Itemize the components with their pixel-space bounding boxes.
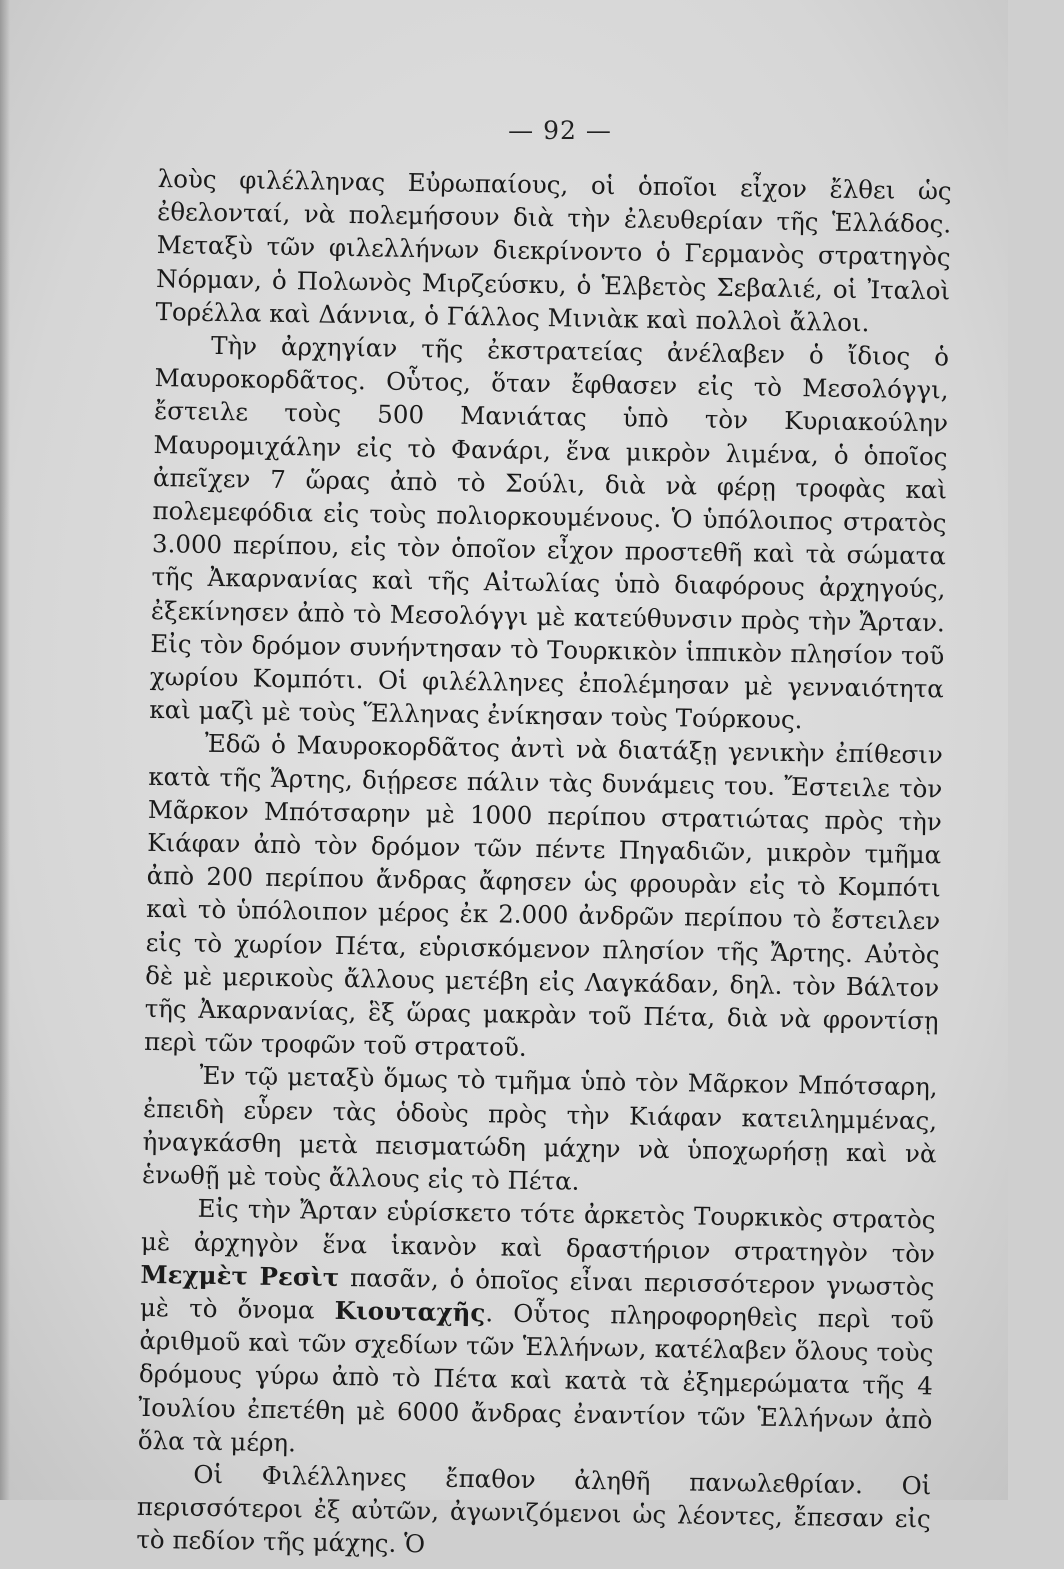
paragraph-6: Οἱ Φιλέλληνες ἔπαθον ἀληθῆ πανωλεθρίαν. Οἱ περισσότεροι ἐξ αὐτῶν, ἀγωνιζόμενοι ὡς λέοντες, ἔπεσαν εἰς τὸ πεδίον τῆς μάχης. Ὁ — [136, 1459, 932, 1559]
body-text — [136, 162, 952, 1569]
paragraph-1: λοὺς φιλέλληνας Εὐρωπαίους, οἱ ὁποῖοι εἶχον ἔλθει ὡς ἐθελονταί, νὰ πολεμήσουν διὰ τὴν ἐλευθερίαν τῆς Ἑλλάδος. Μεταξὺ τῶν φιλελλήνων διεκρίνοντο ὁ Γερμανὸς στρατηγὸς Νόρμαν, ὁ Πολωνὸς Μιρζεύσκυ, ὁ Ἑλβετὸς Σεβαλιέ, οἱ Ἰταλοὶ Τορέλλα καὶ Δάννια, ὁ Γάλλος Μινιὰκ καὶ πολλοὶ ἄλλοι. — [155, 163, 952, 338]
paragraph-4: Ἐν τῷ μεταξὺ ὅμως τὸ τμῆμα ὑπὸ τὸν Μᾶρκον Μπότσαρη, ἐπειδὴ εὗρεν τὰς ὁδοὺς πρὸς τὴν Κιάφαν κατειλημμένας, ἠναγκάσθη μετὰ πεισματώδη μάχην νὰ ὑποχωρήσῃ καὶ νὰ ἑνωθῇ μὲ τοὺς ἄλλους εἰς τὸ Πέτα. — [141, 1061, 938, 1196]
name-mehmet-resit: Μεχμὲτ Ρεσὶτ — [140, 1259, 340, 1292]
paragraph-5 — [138, 1191, 936, 1469]
paragraph-2: Τὴν ἀρχηγίαν τῆς ἐκστρατείας ἀνέλαβεν ὁ ἴδιος ὁ Μαυροκορδᾶτος. Οὗτος, ὅταν ἔφθασεν εἰς τὸ Μεσολόγγι, ἔστειλε τοὺς 500 Μανιάτας ὑπὸ τὸν Κυριακούλην Μαυρομιχάλην εἰς τὸ Φανάρι, ἕνα μικρὸν λιμένα, ὁ ὁποῖος ἀπεῖχεν 7 ὥρας ἀπὸ τὸ Σούλι, διὰ νὰ φέρῃ τροφὰς καὶ πολεμεφόδια εἰς τοὺς πολιορκουμένους. Ὁ ὑπόλοιπος στρατὸς 3.000 περίπου, εἰς τὸν ὁποῖον εἶχον προστεθῆ καὶ τὰ σώματα τῆς Ἀκαρνανίας καὶ τῆς Αἰτωλίας ὑπὸ διαφόρους ἀρχηγούς, ἐξεκίνησεν ἀπὸ τὸ Μεσολόγγι μὲ κατεύθυνσιν πρὸς τὴν Ἄρταν. Εἰς τὸν δρόμον συνήντησαν τὸ Τουρκικὸν ἱππικὸν πλησίον τοῦ χωρίου Κομπότι. Οἱ φιλέλληνες ἐπολέμησαν μὲ γενναιότητα καὶ μαζὶ μὲ τοὺς Ἕλληνας ἐνίκησαν τοὺς Τούρκους. — [149, 330, 950, 735]
name-kioutachis: Κιουταχῆς — [334, 1295, 486, 1328]
page-edge-shadow — [0, 0, 10, 1500]
page-number: — 92 — — [508, 116, 612, 145]
paragraph-5-part-3: . Οὗτος πληροφορηθεὶς περὶ τοῦ ἀριθμοῦ καὶ τῶν σχεδίων τῶν Ἑλλήνων, κατέλαβεν ὅλους τοὺς δρόμους γύρω ἀπὸ τὸ Πέτα καὶ κατὰ τὰ ἐξημερώματα τῆς 4 Ἰουλίου ἐπετέθη μὲ 6000 ἄνδρας ἐναντίον τῶν Ἑλλήνων ἀπὸ ὅλα τὰ μέρη. — [137, 1298, 935, 1458]
paragraph-5-part-2: πασᾶν, ὁ ὁποῖος εἶναι περισσότερον γνωστὸς μὲ τὸ ὄνομα — [139, 1262, 935, 1325]
paragraph-5-part-1: Εἰς τὴν Ἄρταν εὑρίσκετο τότε ἀρκετὸς Τουρκικὸς στρατὸς μὲ ἀρχηγὸν ἕνα ἱκανὸν καὶ δραστήριον στρατηγὸν τὸν — [140, 1194, 936, 1268]
paragraph-3: Ἐδῶ ὁ Μαυροκορδᾶτος ἀντὶ νὰ διατάξῃ γενικὴν ἐπίθεσιν κατὰ τῆς Ἄρτης, διῄρεσε πάλιν τὰς δυνάμεις του. Ἔστειλε τὸν Μᾶρκον Μπότσαρην μὲ 1000 περίπου στρατιώτας πρὸς τὴν Κιάφαν ἀπὸ τὸν δρόμον τῶν πέντε Πηγαδιῶν, μικρὸν τμῆμα ἀπὸ 200 περίπου ἄνδρας ἄφησεν ὡς φρουρὰν εἰς τὸ Κομπότι καὶ τὸ ὑπόλοιπον μέρος ἐκ 2.000 ἀνδρῶν περίπου τὸ ἔστειλεν εἰς τὸ χωρίον Πέτα, εὑρισκόμενον πλησίον τῆς Ἄρτης. Αὐτὸς δὲ μὲ μερικοὺς ἄλλους μετέβη εἰς Λαγκάδαν, δηλ. τὸν Βάλτον τῆς Ἀκαρνανίας, ἓξ ὥρας μακρὰν τοῦ Πέτα, διὰ νὰ φροντίσῃ περὶ τῶν τροφῶν τοῦ στρατοῦ. — [143, 729, 944, 1063]
